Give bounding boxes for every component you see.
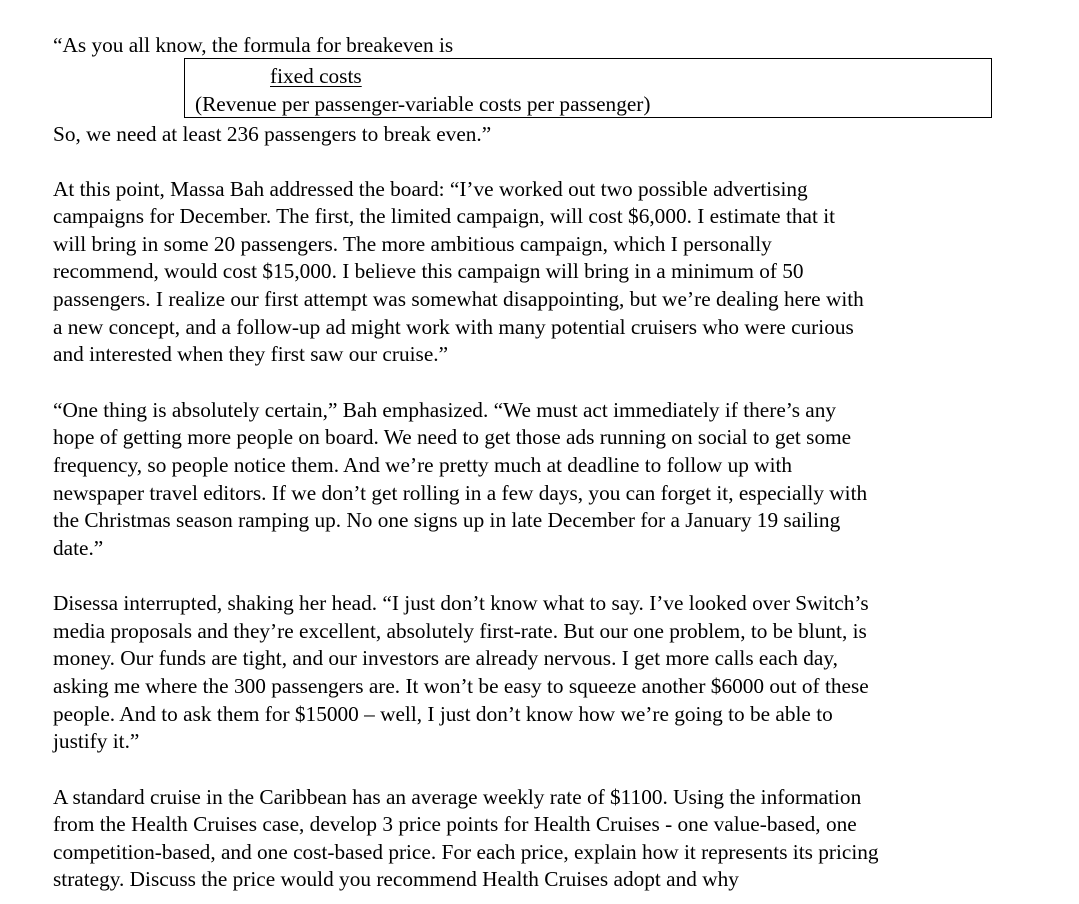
formula-denominator: (Revenue per passenger-variable costs per passenger) bbox=[195, 92, 651, 116]
paragraph-3-line-6: justify it.” bbox=[53, 729, 140, 753]
paragraph-2-line-5: the Christmas season ramping up. No one signs up in late December for a January 19 sailing bbox=[53, 508, 841, 532]
conclusion-line: So, we need at least 236 passengers to break even.” bbox=[53, 122, 492, 146]
paragraph-2-line-1: “One thing is absolutely certain,” Bah emphasized. “We must act immediately if there’s any bbox=[53, 398, 837, 422]
paragraph-3-line-4: asking me where the 300 passengers are. It won’t be easy to squeeze another $6000 out of these bbox=[53, 674, 869, 698]
paragraph-2-line-6: date.” bbox=[53, 536, 104, 560]
paragraph-4-line-4: strategy. Discuss the price would you recommend Health Cruises adopt and why bbox=[53, 867, 739, 891]
paragraph-3-line-2: media proposals and they’re excellent, absolutely first-rate. But our one problem, to be blunt, is bbox=[53, 619, 867, 643]
paragraph-4-line-2: from the Health Cruises case, develop 3 price points for Health Cruises - one value-based, one bbox=[53, 812, 857, 836]
breakeven-formula-box bbox=[184, 58, 992, 118]
formula-numerator: fixed costs bbox=[270, 64, 362, 88]
paragraph-1-line-1: At this point, Massa Bah addressed the board: “I’ve worked out two possible advertising bbox=[53, 177, 808, 201]
paragraph-1-line-3: will bring in some 20 passengers. The more ambitious campaign, which I personally bbox=[53, 232, 772, 256]
paragraph-3-line-3: money. Our funds are tight, and our investors are already nervous. I get more calls each day, bbox=[53, 646, 838, 670]
paragraph-1-line-6: a new concept, and a follow-up ad might work with many potential cruisers who were curious bbox=[53, 315, 854, 339]
paragraph-1-line-2: campaigns for December. The first, the limited campaign, will cost $6,000. I estimate that it bbox=[53, 204, 836, 228]
paragraph-2-line-4: newspaper travel editors. If we don’t get rolling in a few days, you can forget it, especially with bbox=[53, 481, 868, 505]
paragraph-1-line-5: passengers. I realize our first attempt was somewhat disappointing, but we’re dealing here with bbox=[53, 287, 864, 311]
paragraph-4-line-3: competition-based, and one cost-based price. For each price, explain how it represents its pricing bbox=[53, 840, 879, 864]
paragraph-2-line-3: frequency, so people notice them. And we’re pretty much at deadline to follow up with bbox=[53, 453, 793, 477]
paragraph-3-line-1: Disessa interrupted, shaking her head. “I just don’t know what to say. I’ve looked over Switch’s bbox=[53, 591, 869, 615]
intro-line: “As you all know, the formula for breakeven is bbox=[53, 33, 454, 57]
paragraph-1-line-4: recommend, would cost $15,000. I believe this campaign will bring in a minimum of 50 bbox=[53, 259, 804, 283]
paragraph-2-line-2: hope of getting more people on board. We need to get those ads running on social to get some bbox=[53, 425, 852, 449]
paragraph-1-line-7: and interested when they first saw our cruise.” bbox=[53, 342, 449, 366]
paragraph-3-line-5: people. And to ask them for $15000 – well, I just don’t know how we’re going to be able to bbox=[53, 702, 833, 726]
paragraph-4-line-1: A standard cruise in the Caribbean has an average weekly rate of $1100. Using the information bbox=[53, 785, 862, 809]
